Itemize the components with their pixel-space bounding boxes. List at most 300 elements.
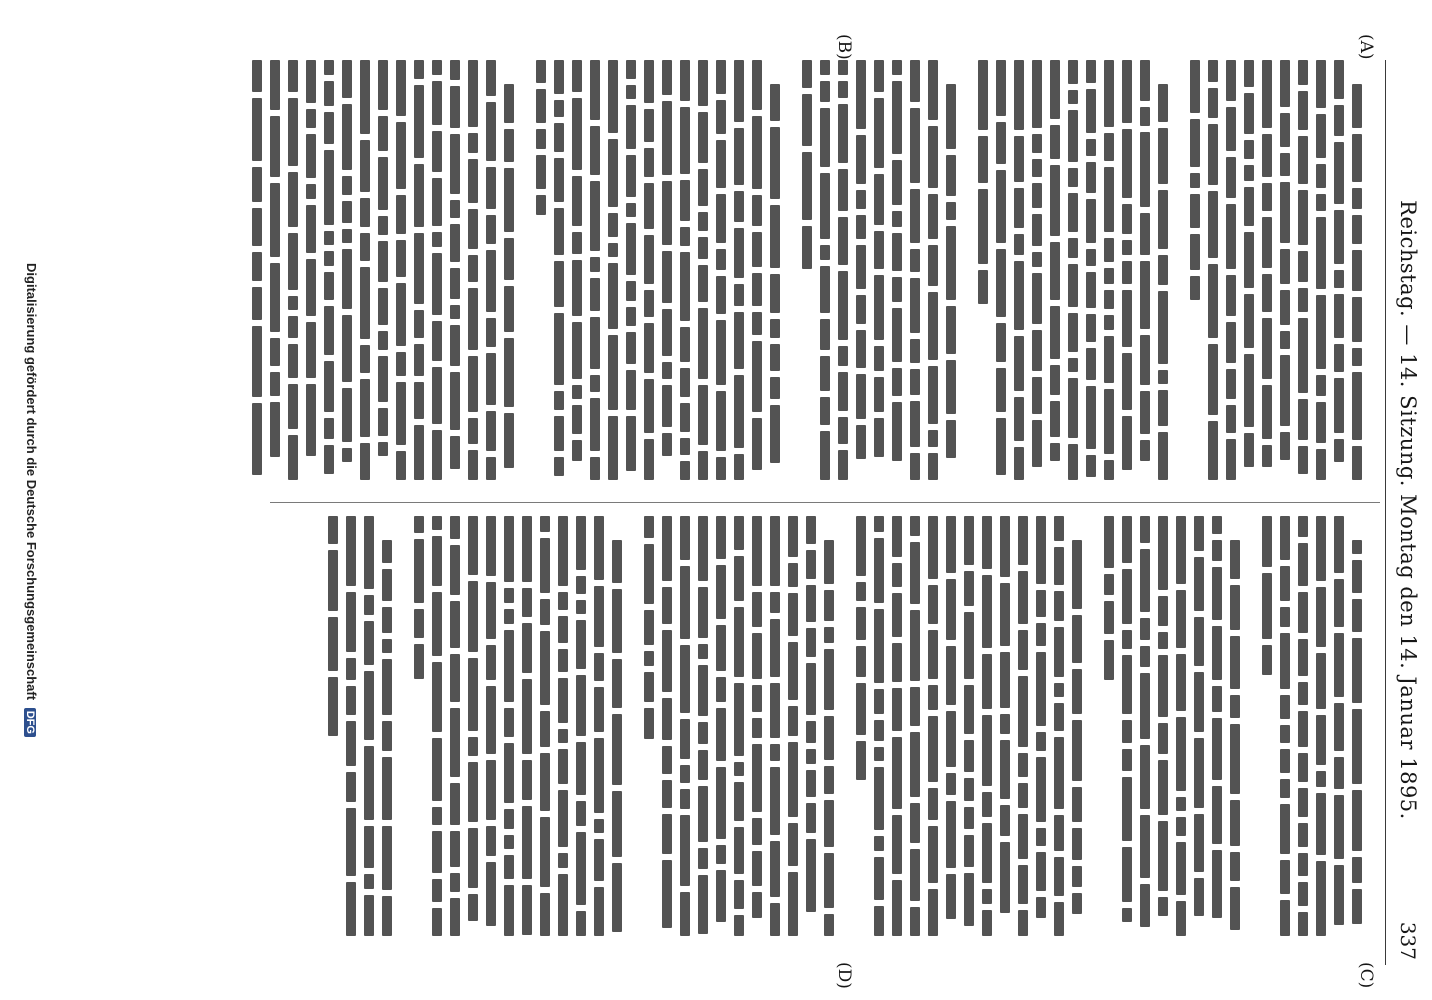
word-mark [324,418,334,439]
word-mark [504,708,514,737]
word-mark [1226,322,1236,363]
word-mark [1054,902,1064,936]
word-mark [396,60,406,116]
word-mark [806,628,816,657]
word-mark [626,223,636,275]
word-mark [662,309,672,356]
word-mark [1334,105,1344,136]
word-mark [928,453,938,480]
word-mark [504,338,514,407]
word-mark [874,231,884,269]
word-mark [522,516,532,582]
word-mark [1032,159,1042,177]
word-mark [1262,274,1272,312]
word-mark [594,516,604,580]
word-mark [1190,173,1200,188]
word-mark [468,450,478,480]
word-mark [360,60,370,134]
word-mark [928,585,938,624]
text-line [766,516,784,951]
word-mark [874,689,884,714]
word-mark [1230,724,1240,794]
word-mark [414,60,424,79]
word-mark [698,722,708,744]
word-mark [892,211,902,227]
word-mark [432,367,442,424]
word-mark [594,738,604,813]
word-mark [554,457,564,476]
word-mark [486,645,496,680]
text-line [568,60,586,495]
word-mark [1352,560,1362,593]
text-line [1276,516,1294,951]
word-mark [1334,270,1344,288]
word-mark [378,288,388,325]
text-line [960,516,978,951]
word-mark [450,873,460,892]
word-mark [698,385,708,445]
word-mark [450,325,460,366]
text-line [942,516,960,951]
word-mark [1104,238,1114,262]
word-mark [1014,136,1024,182]
word-mark [644,651,654,666]
word-mark [342,229,352,243]
word-mark [360,443,370,480]
word-mark [1208,264,1218,338]
word-mark [1140,440,1150,461]
word-mark [252,208,262,246]
word-mark [892,160,902,205]
word-mark [486,516,496,576]
word-mark [752,892,762,918]
word-mark [540,711,550,747]
word-mark [802,226,812,269]
word-mark [1104,133,1114,161]
word-mark [342,60,352,98]
word-mark [964,873,974,926]
word-mark [1226,405,1236,433]
word-mark [824,627,834,643]
word-mark [576,801,586,826]
word-mark [662,181,672,245]
word-mark [608,416,618,480]
word-mark [1280,566,1290,601]
word-mark [1014,336,1024,391]
word-mark [680,180,690,221]
word-mark [342,448,352,462]
word-mark [910,610,920,681]
word-mark [1068,193,1078,232]
word-mark [1086,199,1096,243]
word-mark [1072,669,1082,714]
word-mark [856,135,866,184]
word-mark [734,191,744,222]
word-mark [1086,139,1096,156]
text-line [604,60,622,495]
word-mark [1244,232,1254,288]
word-mark [1104,336,1114,383]
word-mark [1194,557,1204,611]
word-mark [1086,272,1096,308]
word-mark [1212,786,1222,844]
word-mark [1068,444,1078,480]
word-mark [612,791,622,857]
word-mark [1262,217,1272,268]
word-mark [734,60,744,122]
word-mark [270,116,280,177]
word-mark [806,550,816,579]
word-mark [1280,331,1290,349]
word-mark [1122,416,1132,470]
margin-marker-d: (D) [834,962,854,989]
text-line [730,60,748,495]
word-mark [820,397,830,425]
word-mark [892,737,902,809]
word-mark [698,265,708,302]
word-mark [698,308,708,379]
word-mark [1316,402,1326,443]
word-mark [1068,168,1078,187]
word-mark [910,803,920,843]
word-mark [1230,585,1240,630]
word-mark [450,545,460,595]
word-mark [432,253,442,315]
word-mark [1262,445,1272,467]
text-line [1190,516,1208,951]
word-mark [752,516,762,586]
word-mark [486,102,496,161]
word-mark [468,828,478,888]
word-mark [540,516,550,532]
word-mark [644,323,654,373]
word-mark [946,155,956,196]
word-mark [978,189,988,264]
word-mark [856,425,866,459]
word-mark [1194,738,1204,808]
word-mark [382,607,392,633]
word-mark [1140,107,1150,126]
word-mark [590,278,600,311]
word-mark [1334,703,1344,751]
word-mark [1000,652,1010,708]
word-mark [662,516,672,581]
word-mark [1262,318,1272,379]
word-mark [1298,136,1308,184]
word-mark [1140,745,1150,809]
word-mark [928,60,938,120]
word-mark [432,879,442,902]
word-mark [734,556,744,601]
word-mark [1158,821,1168,891]
word-mark [1280,355,1290,426]
text-line [1082,60,1100,495]
word-mark [558,592,568,610]
word-mark [1158,255,1168,285]
word-mark [414,516,424,533]
word-mark [820,319,830,350]
word-mark [1194,672,1204,732]
text-line [446,516,464,951]
word-mark [324,306,334,355]
word-mark [432,536,442,586]
word-mark [576,742,586,795]
word-mark [1036,732,1046,751]
word-mark [450,654,460,702]
word-mark [1194,617,1204,666]
word-mark [856,741,866,780]
text-line [1154,516,1172,951]
word-mark [928,245,938,286]
word-mark [522,806,532,879]
word-mark [504,630,514,702]
word-mark [382,569,392,601]
word-mark [1032,134,1042,153]
paragraph-gap [1172,60,1186,495]
word-mark [1226,369,1236,399]
word-mark [536,155,546,189]
text-line [992,60,1010,495]
word-mark [540,538,550,593]
word-mark [1212,567,1222,620]
word-mark [644,60,654,103]
word-mark [874,538,884,603]
word-mark [540,753,550,811]
word-mark [910,189,920,243]
text-line [816,60,834,495]
word-mark [626,85,636,99]
text-line [622,60,640,495]
text-line [1312,516,1330,951]
word-mark [590,375,600,392]
paragraph-gap [838,516,852,951]
word-mark [432,592,442,656]
word-mark [824,540,834,584]
word-mark [802,152,812,220]
word-mark [306,384,316,456]
word-mark [644,544,654,604]
word-mark [450,516,460,539]
word-mark [1352,709,1362,784]
text-line [482,60,500,495]
word-mark [856,607,866,640]
word-mark [414,539,424,603]
word-mark [928,366,938,424]
word-mark [1104,290,1114,309]
word-mark [662,814,672,854]
word-mark [910,453,920,480]
paragraph-gap [960,60,974,495]
text-line [676,516,694,951]
word-mark [252,60,262,92]
word-mark [1086,314,1096,342]
word-mark [1280,860,1290,894]
word-mark [1280,900,1290,936]
text-line [1258,60,1276,495]
word-mark [1244,294,1254,348]
word-mark [996,60,1006,116]
word-mark [364,595,374,615]
word-mark [856,330,866,368]
word-mark [982,823,992,883]
word-mark [432,430,442,480]
text-line [446,60,464,495]
word-mark [612,589,622,653]
word-mark [662,746,672,774]
word-mark [468,762,478,822]
word-mark [1280,633,1290,689]
word-mark [1226,439,1236,480]
word-mark [892,593,902,637]
word-mark [1054,547,1064,585]
paragraph-gap [1086,516,1100,951]
word-mark [1352,638,1362,703]
word-mark [680,719,690,759]
word-mark [590,398,600,451]
word-mark [1230,887,1240,930]
word-mark [928,430,938,447]
word-mark [1054,703,1064,731]
word-mark [680,327,690,362]
word-mark [1122,261,1132,284]
word-mark [1018,783,1028,808]
word-mark [1122,290,1132,347]
word-mark [698,451,708,480]
word-mark [1054,591,1064,621]
text-line [554,516,572,951]
word-mark [788,742,798,817]
word-mark [788,823,798,866]
word-mark [644,148,654,177]
word-mark [324,361,334,412]
word-mark [1298,516,1308,537]
word-mark [558,749,568,784]
word-mark [770,377,780,399]
word-mark [468,356,478,412]
word-mark [1230,695,1240,718]
word-mark [1104,601,1114,634]
text-line [1294,516,1312,951]
text-line [1014,516,1032,951]
word-mark [910,369,920,395]
word-mark [378,408,388,436]
paragraph-gap [626,516,640,951]
text-line [1276,60,1294,495]
text-line [906,60,924,495]
word-mark [1068,238,1078,258]
text-line [924,60,942,495]
word-mark [1244,165,1254,181]
word-mark [382,757,392,820]
word-mark [1316,516,1326,581]
text-line [1240,60,1258,495]
word-mark [1352,599,1362,632]
word-mark [1262,385,1272,439]
word-mark [522,760,532,800]
word-mark [432,232,442,247]
word-mark [662,860,672,928]
word-mark [946,306,956,354]
word-mark [1086,386,1096,449]
word-mark [1068,264,1078,307]
word-mark [770,274,780,313]
word-mark [1158,655,1168,717]
word-mark [1212,516,1222,534]
word-mark [752,818,762,845]
word-mark [364,895,374,936]
text-line [748,60,766,495]
text-line [870,516,888,951]
text-line [748,516,766,951]
word-mark [1050,242,1060,300]
word-mark [1352,889,1362,924]
word-mark [716,194,726,243]
word-mark [770,744,780,761]
word-mark [874,516,884,532]
word-mark [680,403,690,432]
text-line [802,516,820,951]
word-mark [626,416,636,471]
word-mark [892,233,902,271]
word-mark [716,60,726,94]
word-mark [306,259,316,316]
word-mark [540,817,550,887]
word-mark [288,60,298,92]
word-mark [1158,84,1168,122]
text-line [730,516,748,951]
paragraph-gap [1244,516,1258,951]
word-mark [982,575,992,648]
word-mark [1104,315,1114,330]
word-mark [946,711,956,767]
word-mark [1212,718,1222,780]
word-mark [1298,639,1308,676]
word-mark [1122,655,1132,714]
word-mark [752,312,762,335]
word-mark [486,411,496,451]
word-mark [1158,596,1168,626]
word-mark [752,685,762,712]
word-mark [540,893,550,936]
word-mark [504,609,514,624]
word-mark [770,516,780,586]
word-mark [1298,823,1308,847]
word-mark [608,335,618,410]
word-mark [770,344,780,371]
word-mark [396,122,406,189]
word-mark [432,807,442,825]
word-mark [346,516,356,586]
word-mark [1212,850,1222,918]
word-mark [770,405,780,463]
word-mark [996,418,1006,475]
word-mark [414,382,424,419]
text-line [378,516,396,951]
word-mark [1140,391,1150,434]
word-mark [978,136,988,183]
word-mark [644,672,654,702]
word-mark [1298,682,1308,705]
word-mark [626,203,636,217]
word-mark [450,831,460,867]
word-mark [324,272,334,300]
word-mark [820,245,830,260]
word-mark [1316,587,1326,647]
word-mark [964,835,974,867]
paragraph-gap [784,60,798,495]
word-mark [1226,275,1236,316]
text-line [942,60,960,495]
